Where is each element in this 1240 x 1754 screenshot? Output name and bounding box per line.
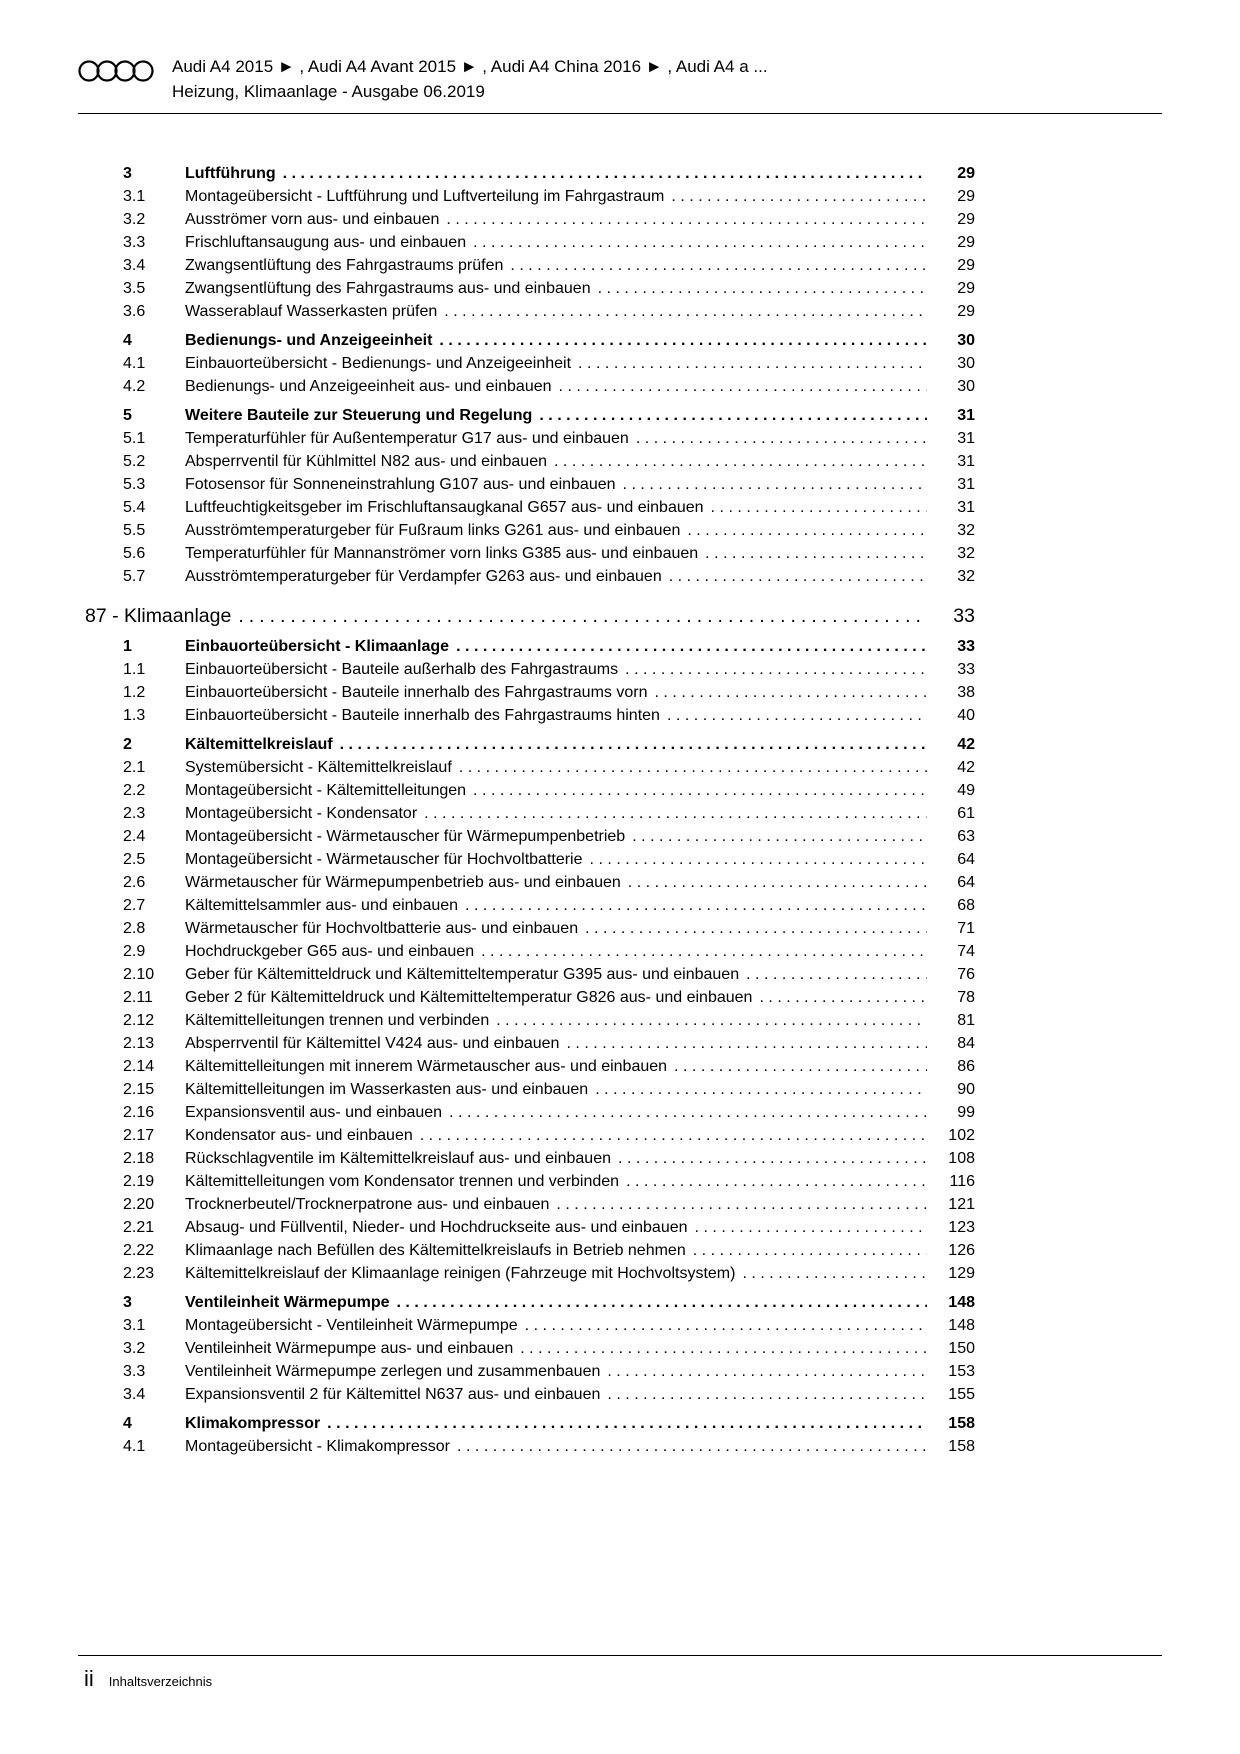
toc-entry-row[interactable] bbox=[123, 542, 975, 565]
toc-entry-row[interactable] bbox=[123, 658, 975, 681]
toc-entry-row[interactable] bbox=[123, 802, 975, 825]
footer-row bbox=[78, 1666, 1162, 1692]
page-footer bbox=[78, 1655, 1162, 1692]
toc-page-number: 102 bbox=[948, 1127, 975, 1144]
toc-entry-row[interactable] bbox=[123, 1009, 975, 1032]
toc-dot-leader bbox=[746, 963, 927, 986]
toc-dot-leader bbox=[705, 542, 927, 565]
toc-dot-leader bbox=[674, 1055, 927, 1078]
toc-entry-row[interactable] bbox=[123, 1314, 975, 1337]
toc-page-number: 158 bbox=[948, 1438, 975, 1455]
toc-entry-number: 4.1 bbox=[123, 1438, 146, 1455]
toc-entry-number: 1.1 bbox=[123, 661, 146, 678]
toc-entry-row[interactable] bbox=[123, 1262, 975, 1285]
footer-divider bbox=[78, 1655, 1162, 1656]
toc-entry-row[interactable] bbox=[123, 473, 975, 496]
toc-entry-title: Expansionsventil aus- und einbauen bbox=[185, 1104, 443, 1121]
toc-page-number: 63 bbox=[957, 828, 975, 845]
toc-dot-leader bbox=[510, 254, 927, 277]
toc-entry-title: Geber für Kältemitteldruck und Kältemitteltemperatur G395 aus- und einbauen bbox=[185, 966, 740, 983]
toc-entry-title: Wärmetauscher für Wärmepumpenbetrieb aus- und einbauen bbox=[185, 874, 621, 891]
toc-dot-leader bbox=[711, 496, 927, 519]
toc-dot-leader bbox=[742, 1262, 927, 1285]
toc-entry-number: 1.2 bbox=[123, 684, 146, 701]
toc-entry-row[interactable] bbox=[123, 1435, 975, 1458]
toc-dot-leader bbox=[559, 375, 927, 398]
toc-entry-number: 4.1 bbox=[123, 355, 146, 372]
toc-entry-title: Geber 2 für Kältemitteldruck und Kältemitteltemperatur G826 aus- und einbauen bbox=[185, 989, 753, 1006]
toc-entry-number: 1 bbox=[123, 638, 132, 655]
toc-entry-row[interactable] bbox=[123, 871, 975, 894]
toc-entry-title: Luftführung bbox=[185, 165, 276, 182]
toc-page-number: 32 bbox=[957, 545, 975, 562]
toc-entry-number: 3.3 bbox=[123, 1363, 146, 1380]
toc-entry-title: Temperaturfühler für Außentemperatur G17 aus- und einbauen bbox=[185, 430, 629, 447]
toc-dot-leader bbox=[439, 329, 927, 352]
toc-dot-leader bbox=[420, 1124, 927, 1147]
toc-page-number: 29 bbox=[957, 211, 975, 228]
toc-page-number: 150 bbox=[948, 1340, 975, 1357]
toc-dot-leader bbox=[636, 427, 927, 450]
toc-entry-title: Ventileinheit Wärmepumpe aus- und einbauen bbox=[185, 1340, 514, 1357]
toc-entry-row[interactable] bbox=[123, 1337, 975, 1360]
toc-page-number: 74 bbox=[957, 943, 975, 960]
toc-dot-leader bbox=[566, 1032, 927, 1055]
toc-page-number: 121 bbox=[948, 1196, 975, 1213]
toc-entry-number: 2.8 bbox=[123, 920, 146, 937]
toc-entry-title: Klimaanlage nach Befüllen des Kältemittelkreislaufs in Betrieb nehmen bbox=[185, 1242, 686, 1259]
toc-dot-leader bbox=[340, 733, 927, 756]
toc-entry-row[interactable] bbox=[123, 1291, 975, 1314]
toc-page-number: 29 bbox=[957, 165, 975, 182]
toc-list bbox=[85, 162, 975, 1458]
toc-entry-row[interactable] bbox=[123, 1360, 975, 1383]
toc-entry-number: 5.4 bbox=[123, 499, 146, 516]
toc-page-number: 123 bbox=[948, 1219, 975, 1236]
toc-entry-number: 3.1 bbox=[123, 1317, 146, 1334]
toc-entry-title: Montageübersicht - Kältemittelleitungen bbox=[185, 782, 467, 799]
toc-entry-row[interactable] bbox=[123, 825, 975, 848]
toc-entry-number: 3.2 bbox=[123, 211, 146, 228]
toc-entry-row[interactable] bbox=[123, 1101, 975, 1124]
toc-entry-number: 4 bbox=[123, 1415, 132, 1432]
toc-entry-row[interactable] bbox=[123, 1078, 975, 1101]
toc-entry-title: Luftfeuchtigkeitsgeber im Frischluftansaugkanal G657 aus- und einbauen bbox=[185, 499, 704, 516]
toc-entry-number: 2.3 bbox=[123, 805, 146, 822]
toc-dot-leader bbox=[539, 404, 927, 427]
toc-entry-row[interactable] bbox=[123, 231, 975, 254]
toc-dot-leader bbox=[671, 185, 927, 208]
toc-entry-title: Montageübersicht - Kondensator bbox=[185, 805, 418, 822]
toc-entry-number: 2.5 bbox=[123, 851, 146, 868]
toc-entry-row[interactable] bbox=[123, 1193, 975, 1216]
toc-entry-number: 2.12 bbox=[123, 1012, 155, 1029]
toc-entry-number: 2.11 bbox=[123, 989, 153, 1006]
toc-dot-leader bbox=[496, 1009, 927, 1032]
toc-page-number: 108 bbox=[948, 1150, 975, 1167]
toc-page-number: 148 bbox=[948, 1317, 975, 1334]
toc-dot-leader bbox=[759, 986, 927, 1009]
toc-entry-row[interactable] bbox=[123, 450, 975, 473]
toc-dot-leader bbox=[456, 635, 927, 658]
toc-dot-leader bbox=[465, 894, 927, 917]
toc-entry-row[interactable] bbox=[123, 1239, 975, 1262]
toc-entry-row[interactable] bbox=[123, 519, 975, 542]
toc-entry-row[interactable] bbox=[123, 208, 975, 231]
toc-dot-leader bbox=[632, 825, 927, 848]
toc-dot-leader bbox=[473, 231, 927, 254]
document-subtitle: Heizung, Klimaanlage - Ausgabe 06.2019 bbox=[172, 82, 485, 101]
toc-page-number: 126 bbox=[948, 1242, 975, 1259]
toc-page-number: 64 bbox=[957, 874, 975, 891]
toc-entry-number: 2.10 bbox=[123, 966, 155, 983]
toc-page-number: 33 bbox=[953, 605, 975, 627]
toc-page-number: 90 bbox=[957, 1081, 975, 1098]
toc-page-number: 158 bbox=[948, 1415, 975, 1432]
toc-entry-number: 4.2 bbox=[123, 378, 146, 395]
toc-entry-number: 2.4 bbox=[123, 828, 146, 845]
toc-chapter-row[interactable] bbox=[85, 603, 975, 629]
toc-entry-title: Bedienungs- und Anzeigeeinheit bbox=[185, 332, 433, 349]
toc-entry-row[interactable] bbox=[123, 779, 975, 802]
toc-dot-leader bbox=[693, 1239, 927, 1262]
toc-entry-title: Temperaturfühler für Mannanströmer vorn links G385 aus- und einbauen bbox=[185, 545, 699, 562]
toc-entry-number: 2.23 bbox=[123, 1265, 155, 1282]
toc-page-number: 31 bbox=[957, 499, 975, 516]
toc-entry-number: 3.6 bbox=[123, 303, 146, 320]
toc-page-number: 31 bbox=[957, 476, 975, 493]
toc-entry-row[interactable] bbox=[123, 733, 975, 756]
toc-entry-row[interactable] bbox=[123, 635, 975, 658]
toc-entry-title: Zwangsentlüftung des Fahrgastraums aus- und einbauen bbox=[185, 280, 591, 297]
toc-entry-row[interactable] bbox=[123, 704, 975, 727]
toc-dot-leader bbox=[654, 681, 927, 704]
toc-entry-title: Montageübersicht - Wärmetauscher für Wärmepumpenbetrieb bbox=[185, 828, 626, 845]
toc-entry-title: Ausströmtemperaturgeber für Fußraum links G261 aus- und einbauen bbox=[185, 522, 681, 539]
toc-dot-leader bbox=[695, 1216, 927, 1239]
toc-dot-leader bbox=[618, 1147, 927, 1170]
toc-dot-leader bbox=[554, 450, 927, 473]
toc-entry-number: 5.1 bbox=[123, 430, 146, 447]
toc-entry-number: 3.4 bbox=[123, 1386, 146, 1403]
toc-page-number: 116 bbox=[949, 1173, 975, 1190]
footer-page-number: ii bbox=[84, 1666, 94, 1691]
toc-entry-row[interactable] bbox=[123, 1147, 975, 1170]
toc-page-number: 29 bbox=[957, 280, 975, 297]
toc-entry-number: 2 bbox=[123, 736, 132, 753]
toc-entry-row[interactable] bbox=[123, 1216, 975, 1239]
toc-entry-row[interactable] bbox=[123, 427, 975, 450]
toc-entry-title: Ventileinheit Wärmepumpe bbox=[185, 1294, 390, 1311]
toc-entry-row[interactable] bbox=[123, 986, 975, 1009]
toc-entry-title: Kältemittelsammler aus- und einbauen bbox=[185, 897, 459, 914]
toc-entry-row[interactable] bbox=[123, 404, 975, 427]
toc-entry-number: 2.22 bbox=[123, 1242, 155, 1259]
toc-entry-title: Zwangsentlüftung des Fahrgastraums prüfen bbox=[185, 257, 504, 274]
toc-entry-number: 3.3 bbox=[123, 234, 146, 251]
toc-entry-number: 5.2 bbox=[123, 453, 146, 470]
toc-entry-title: Ventileinheit Wärmepumpe zerlegen und zusammenbauen bbox=[185, 1363, 601, 1380]
toc-dot-leader bbox=[449, 1101, 927, 1124]
toc-entry-number: 2.2 bbox=[123, 782, 146, 799]
toc-entry-title: 87 - Klimaanlage bbox=[85, 605, 232, 627]
toc-page-number: 129 bbox=[948, 1265, 975, 1282]
toc-entry-number: 3 bbox=[123, 165, 132, 182]
toc-page-number: 31 bbox=[957, 453, 975, 470]
toc-dot-leader bbox=[238, 603, 927, 629]
toc-entry-title: Weitere Bauteile zur Steuerung und Regelung bbox=[185, 407, 533, 424]
toc-page-number: 76 bbox=[957, 966, 975, 983]
toc-entry-row[interactable] bbox=[123, 848, 975, 871]
toc-entry-title: Kondensator aus- und einbauen bbox=[185, 1127, 413, 1144]
toc-dot-leader bbox=[667, 704, 927, 727]
toc-dot-leader bbox=[595, 1078, 927, 1101]
toc-page-number: 31 bbox=[957, 407, 975, 424]
toc-page-number: 71 bbox=[957, 920, 975, 937]
toc-entry-number: 2.13 bbox=[123, 1035, 155, 1052]
toc-entry-title: Absperrventil für Kältemittel V424 aus- und einbauen bbox=[185, 1035, 560, 1052]
toc-page-number: 31 bbox=[957, 430, 975, 447]
toc-entry-number: 2.14 bbox=[123, 1058, 155, 1075]
toc-entry-title: Ausströmer vorn aus- und einbauen bbox=[185, 211, 440, 228]
toc-entry-title: Montageübersicht - Klimakompressor bbox=[185, 1438, 450, 1455]
toc-dot-leader bbox=[607, 1383, 927, 1406]
toc-page-number: 99 bbox=[957, 1104, 975, 1121]
toc-entry-title: Rückschlagventile im Kältemittelkreislauf aus- und einbauen bbox=[185, 1150, 611, 1167]
toc-entry-row[interactable] bbox=[123, 375, 975, 398]
toc-entry-title: Kältemittelleitungen mit innerem Wärmetauscher aus- und einbauen bbox=[185, 1058, 668, 1075]
toc-page-number: 29 bbox=[957, 188, 975, 205]
toc-page-number: 61 bbox=[957, 805, 975, 822]
toc-entry-number: 5.3 bbox=[123, 476, 146, 493]
toc-dot-leader bbox=[625, 658, 927, 681]
toc-page-number: 33 bbox=[957, 661, 975, 678]
toc-entry-title: Hochdruckgeber G65 aus- und einbauen bbox=[185, 943, 475, 960]
toc-dot-leader bbox=[669, 565, 927, 588]
footer-section-label: Inhaltsverzeichnis bbox=[108, 1674, 213, 1689]
toc-entry-title: Frischluftansaugung aus- und einbauen bbox=[185, 234, 467, 251]
toc-entry-title: Wärmetauscher für Hochvoltbatterie aus- und einbauen bbox=[185, 920, 579, 937]
toc-page-number: 153 bbox=[948, 1363, 975, 1380]
toc-entry-title: Einbauorteübersicht - Klimaanlage bbox=[185, 638, 450, 655]
toc-entry-row[interactable] bbox=[123, 496, 975, 519]
toc-entry-number: 5.6 bbox=[123, 545, 146, 562]
toc-entry-row[interactable] bbox=[123, 917, 975, 940]
toc-dot-leader bbox=[444, 300, 927, 323]
toc-page-number: 30 bbox=[957, 355, 975, 372]
toc-dot-leader bbox=[327, 1412, 927, 1435]
toc-entry-row[interactable] bbox=[123, 940, 975, 963]
toc-entry-title: Kältemittelleitungen im Wasserkasten aus- und einbauen bbox=[185, 1081, 589, 1098]
toc-dot-leader bbox=[481, 940, 927, 963]
toc-entry-title: Montageübersicht - Luftführung und Luftverteilung im Fahrgastraum bbox=[185, 188, 665, 205]
toc-page-number: 29 bbox=[957, 234, 975, 251]
toc-entry-title: Wasserablauf Wasserkasten prüfen bbox=[185, 303, 438, 320]
toc-dot-leader bbox=[687, 519, 927, 542]
toc-entry-title: Montageübersicht - Wärmetauscher für Hochvoltbatterie bbox=[185, 851, 583, 868]
toc-entry-row[interactable] bbox=[123, 565, 975, 588]
toc-page-number: 38 bbox=[957, 684, 975, 701]
toc-entry-row[interactable] bbox=[123, 254, 975, 277]
toc-entry-row[interactable] bbox=[123, 1055, 975, 1078]
toc-dot-leader bbox=[585, 917, 927, 940]
toc-dot-leader bbox=[623, 473, 927, 496]
toc-entry-title: Einbauorteübersicht - Bauteile innerhalb des Fahrgastraums vorn bbox=[185, 684, 648, 701]
toc-dot-leader bbox=[457, 1435, 927, 1458]
toc-entry-title: Fotosensor für Sonneneinstrahlung G107 aus- und einbauen bbox=[185, 476, 616, 493]
page-header bbox=[78, 54, 1162, 104]
toc-page-number: 81 bbox=[957, 1012, 975, 1029]
toc-entry-row[interactable] bbox=[123, 185, 975, 208]
toc-entry-title: Klimakompressor bbox=[185, 1415, 321, 1432]
toc-page-number: 30 bbox=[957, 332, 975, 349]
toc-entry-title: Kältemittelkreislauf bbox=[185, 736, 333, 753]
toc-entry-number: 1.3 bbox=[123, 707, 146, 724]
toc-dot-leader bbox=[446, 208, 927, 231]
toc-entry-number: 2.15 bbox=[123, 1081, 155, 1098]
toc-entry-row[interactable] bbox=[123, 894, 975, 917]
toc-entry-number: 5.7 bbox=[123, 568, 146, 585]
toc-entry-number: 2.1 bbox=[123, 759, 146, 776]
toc-entry-title: Einbauorteübersicht - Bedienungs- und Anzeigeeinheit bbox=[185, 355, 572, 372]
toc-entry-number: 2.7 bbox=[123, 897, 146, 914]
toc-entry-title: Kältemittelkreislauf der Klimaanlage reinigen (Fahrzeuge mit Hochvoltsystem) bbox=[185, 1265, 736, 1282]
toc-entry-row[interactable] bbox=[123, 756, 975, 779]
toc-entry-title: Trocknerbeutel/Trocknerpatrone aus- und einbauen bbox=[185, 1196, 550, 1213]
toc-entry-number: 2.6 bbox=[123, 874, 146, 891]
toc-entry-title: Expansionsventil 2 für Kältemittel N637 aus- und einbauen bbox=[185, 1386, 601, 1403]
toc-page-number: 42 bbox=[957, 736, 975, 753]
toc-entry-row[interactable] bbox=[123, 1383, 975, 1406]
toc-dot-leader bbox=[396, 1291, 927, 1314]
toc-dot-leader bbox=[520, 1337, 927, 1360]
toc-entry-number: 5 bbox=[123, 407, 132, 424]
toc-entry-title: Bedienungs- und Anzeigeeinheit aus- und einbauen bbox=[185, 378, 552, 395]
toc-entry-number: 3.2 bbox=[123, 1340, 146, 1357]
toc-page-number: 29 bbox=[957, 303, 975, 320]
header-text-block bbox=[172, 54, 768, 104]
toc-entry-row[interactable] bbox=[123, 1032, 975, 1055]
toc-entry-row[interactable] bbox=[123, 300, 975, 323]
toc-entry-row[interactable] bbox=[123, 1412, 975, 1435]
toc-entry-title: Kältemittelleitungen vom Kondensator trennen und verbinden bbox=[185, 1173, 620, 1190]
toc-page-number: 49 bbox=[957, 782, 975, 799]
toc-entry-title: Einbauorteübersicht - Bauteile innerhalb des Fahrgastraums hinten bbox=[185, 707, 660, 724]
document-title: Audi A4 2015 ► , Audi A4 Avant 2015 ► , Audi A4 China 2016 ► , Audi A4 a ... bbox=[172, 57, 768, 76]
toc-dot-leader bbox=[459, 756, 927, 779]
audi-rings-logo-icon bbox=[78, 54, 154, 90]
toc-page-number: 30 bbox=[957, 378, 975, 395]
toc-dot-leader bbox=[525, 1314, 927, 1337]
toc-dot-leader bbox=[578, 352, 927, 375]
toc-entry-number: 3.4 bbox=[123, 257, 146, 274]
toc-page-number: 32 bbox=[957, 522, 975, 539]
toc-entry-title: Kältemittelleitungen trennen und verbinden bbox=[185, 1012, 490, 1029]
toc-page-number: 68 bbox=[957, 897, 975, 914]
toc-dot-leader bbox=[283, 162, 927, 185]
toc-page-number: 64 bbox=[957, 851, 975, 868]
toc-entry-title: Absaug- und Füllventil, Nieder- und Hochdruckseite aus- und einbauen bbox=[185, 1219, 688, 1236]
toc-entry-title: Systemübersicht - Kältemittelkreislauf bbox=[185, 759, 452, 776]
toc-entry-row[interactable] bbox=[123, 352, 975, 375]
toc-page-number: 78 bbox=[957, 989, 975, 1006]
toc-page-number: 33 bbox=[957, 638, 975, 655]
toc-entry-number: 3.1 bbox=[123, 188, 146, 205]
toc-entry-row[interactable] bbox=[123, 1170, 975, 1193]
toc-page-number: 86 bbox=[957, 1058, 975, 1075]
toc-entry-number: 2.18 bbox=[123, 1150, 155, 1167]
toc-entry-number: 2.16 bbox=[123, 1104, 155, 1121]
header-divider bbox=[78, 113, 1162, 114]
toc-dot-leader bbox=[626, 1170, 927, 1193]
toc-page-number: 42 bbox=[957, 759, 975, 776]
toc-entry-number: 3.5 bbox=[123, 280, 146, 297]
toc-entry-number: 5.5 bbox=[123, 522, 146, 539]
toc-dot-leader bbox=[598, 277, 927, 300]
toc-page-number: 155 bbox=[948, 1386, 975, 1403]
toc-entry-number: 2.21 bbox=[123, 1219, 155, 1236]
toc-entry-number: 2.9 bbox=[123, 943, 146, 960]
toc-entry-row[interactable] bbox=[123, 1124, 975, 1147]
toc-page-number: 40 bbox=[957, 707, 975, 724]
toc-dot-leader bbox=[607, 1360, 927, 1383]
toc-entry-row[interactable] bbox=[123, 963, 975, 986]
toc-entry-number: 2.20 bbox=[123, 1196, 155, 1213]
toc-dot-leader bbox=[473, 779, 927, 802]
toc-entry-row[interactable] bbox=[123, 277, 975, 300]
toc-entry-title: Montageübersicht - Ventileinheit Wärmepumpe bbox=[185, 1317, 518, 1334]
toc-page-number: 84 bbox=[957, 1035, 975, 1052]
toc-dot-leader bbox=[424, 802, 927, 825]
toc-page-number: 32 bbox=[957, 568, 975, 585]
toc-entry-row[interactable] bbox=[123, 329, 975, 352]
toc-entry-title: Ausströmtemperaturgeber für Verdampfer G263 aus- und einbauen bbox=[185, 568, 662, 585]
toc-page-number: 148 bbox=[948, 1294, 975, 1311]
toc-entry-row[interactable] bbox=[123, 681, 975, 704]
toc-entry-number: 3 bbox=[123, 1294, 132, 1311]
toc-entry-number: 4 bbox=[123, 332, 132, 349]
toc-entry-title: Einbauorteübersicht - Bauteile außerhalb des Fahrgastraums bbox=[185, 661, 619, 678]
toc-entry-number: 2.19 bbox=[123, 1173, 155, 1190]
toc-entry-row[interactable] bbox=[123, 162, 975, 185]
toc-entry-number: 2.17 bbox=[123, 1127, 155, 1144]
toc-dot-leader bbox=[556, 1193, 927, 1216]
toc-dot-leader bbox=[628, 871, 927, 894]
toc-dot-leader bbox=[590, 848, 927, 871]
toc-entry-title: Absperrventil für Kühlmittel N82 aus- und einbauen bbox=[185, 453, 547, 470]
toc-page-number: 29 bbox=[957, 257, 975, 274]
